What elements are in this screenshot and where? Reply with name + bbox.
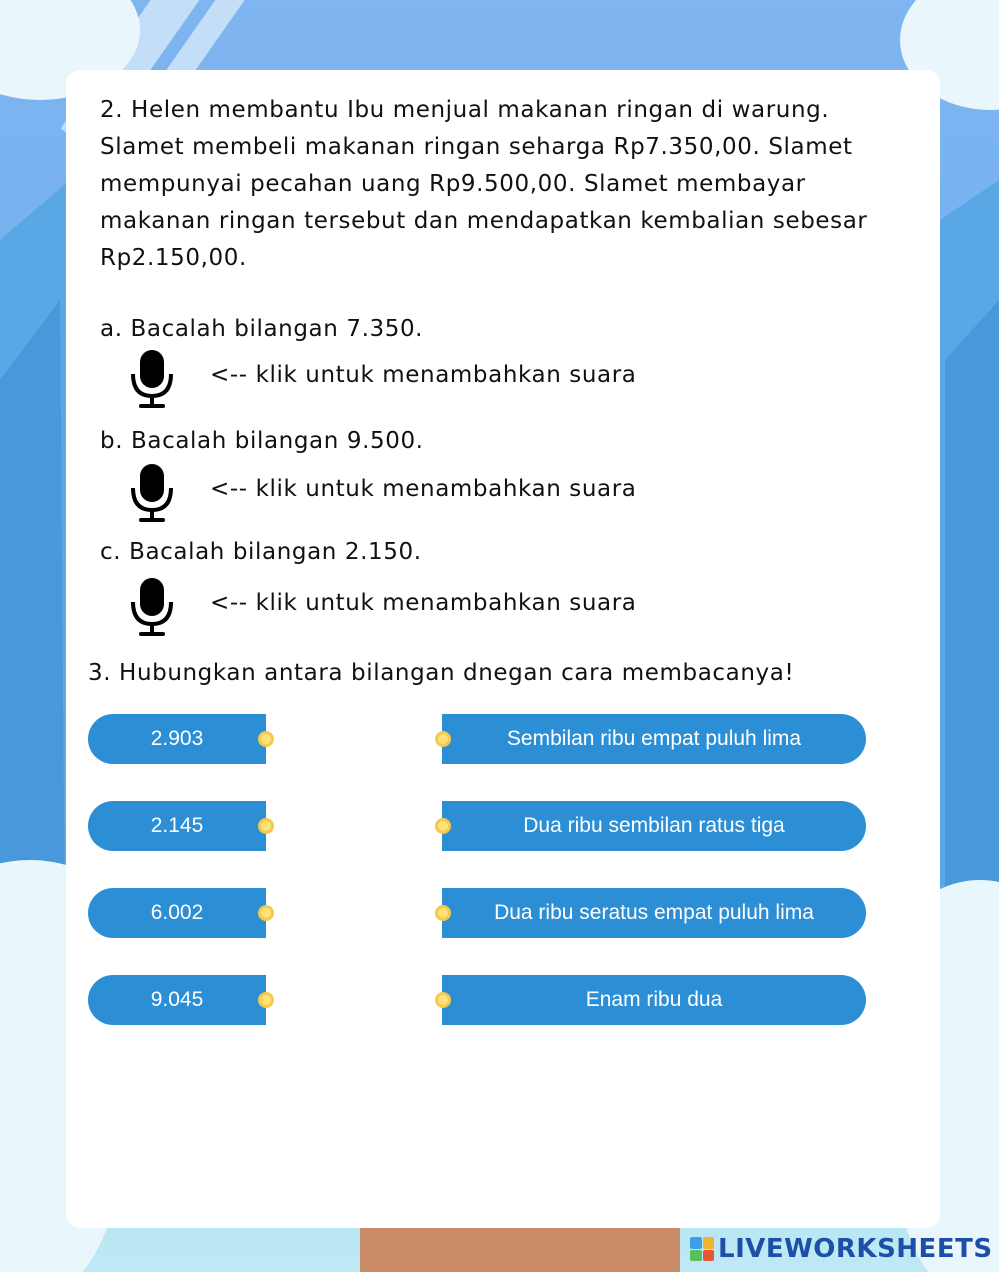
match-right-item[interactable]: Enam ribu dua — [442, 975, 866, 1025]
match-connector-dot[interactable] — [258, 731, 274, 747]
match-connector-dot[interactable] — [258, 992, 274, 1008]
liveworksheets-logo — [690, 1232, 993, 1266]
audio-hint-b: <-- klik untuk menambahkan suara — [210, 476, 637, 502]
match-right-item[interactable]: Dua ribu sembilan ratus tiga — [442, 801, 866, 851]
match-connector-dot[interactable] — [258, 905, 274, 921]
audio-row-b — [128, 462, 688, 524]
microphone-icon[interactable] — [128, 462, 176, 524]
question-2a-label: a. Bacalah bilangan 7.350. — [100, 316, 424, 342]
audio-row-c — [128, 576, 688, 638]
match-left-item[interactable]: 2.903 — [88, 714, 266, 764]
match-right-item[interactable]: Dua ribu seratus empat puluh lima — [442, 888, 866, 938]
logo-mark-icon — [690, 1237, 714, 1261]
figure-decoration — [360, 1228, 680, 1272]
microphone-icon[interactable] — [128, 348, 176, 410]
match-connector-dot[interactable] — [258, 818, 274, 834]
question-2c-label: c. Bacalah bilangan 2.150. — [100, 539, 422, 565]
match-connector-dot[interactable] — [435, 731, 451, 747]
question-2-text: 2. Helen membantu Ibu menjual makanan ringan di warung. Slamet membeli makanan ringan seharga Rp7.350,00. Slamet mempunyai pecahan uang Rp9.500,00. Slamet membayar makanan ringan tersebut dan mendapatkan kembalian sebesar Rp2.150,00. — [100, 97, 868, 271]
microphone-icon[interactable] — [128, 576, 176, 638]
match-left-item[interactable]: 6.002 — [88, 888, 266, 938]
question-3-title: 3. Hubungkan antara bilangan dnegan cara membacanya! — [88, 660, 795, 686]
brand-name: LIVEWORKSHEETS — [718, 1234, 993, 1264]
match-right-item[interactable]: Sembilan ribu empat puluh lima — [442, 714, 866, 764]
audio-hint-c: <-- klik untuk menambahkan suara — [210, 590, 637, 616]
audio-row-a — [128, 348, 688, 410]
match-connector-dot[interactable] — [435, 992, 451, 1008]
match-left-item[interactable]: 2.145 — [88, 801, 266, 851]
match-connector-dot[interactable] — [435, 905, 451, 921]
match-left-item[interactable]: 9.045 — [88, 975, 266, 1025]
match-connector-dot[interactable] — [435, 818, 451, 834]
audio-hint-a: <-- klik untuk menambahkan suara — [210, 362, 637, 388]
question-2b-label: b. Bacalah bilangan 9.500. — [100, 428, 424, 454]
